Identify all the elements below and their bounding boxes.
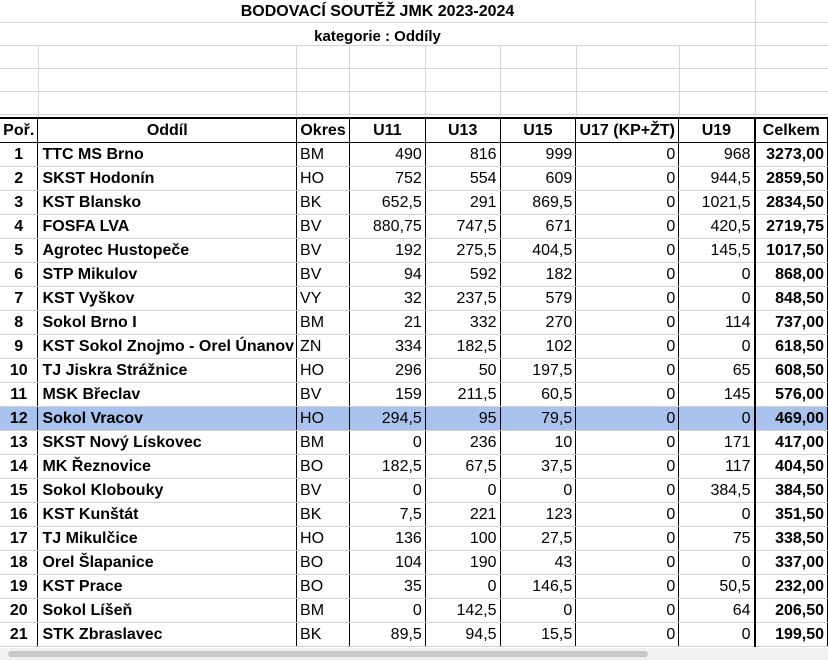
cell-u15[interactable]: 123	[500, 503, 576, 527]
col-header-u11[interactable]: U11	[350, 118, 426, 143]
cell-u13[interactable]: 95	[425, 407, 500, 431]
cell-u11[interactable]: 32	[350, 287, 426, 311]
cell-okres[interactable]: ZN	[297, 335, 350, 359]
cell-rank[interactable]: 18	[0, 551, 38, 575]
cell-u19[interactable]: 0	[679, 551, 755, 575]
cell-u17[interactable]: 0	[576, 263, 679, 287]
cell-u11[interactable]: 0	[350, 599, 426, 623]
sheet-row[interactable]	[0, 69, 828, 92]
cell-u19[interactable]: 0	[679, 287, 755, 311]
cell-okres[interactable]: HO	[297, 167, 350, 191]
cell-u15[interactable]: 869,5	[500, 191, 576, 215]
cell-okres[interactable]: BO	[297, 455, 350, 479]
cell-rank[interactable]: 15	[0, 479, 38, 503]
grid-line	[349, 46, 350, 116]
cell-u15[interactable]: 43	[500, 551, 576, 575]
cell-u15[interactable]: 182	[500, 263, 576, 287]
cell-total[interactable]: 868,00	[755, 263, 828, 287]
cell-u17[interactable]: 0	[576, 287, 679, 311]
cell-u15[interactable]: 579	[500, 287, 576, 311]
grid-line	[576, 46, 577, 116]
cell-club[interactable]: TTC MS Brno	[38, 143, 297, 167]
cell-u19[interactable]: 50,5	[679, 575, 755, 599]
table-row[interactable]	[0, 215, 828, 239]
table-row[interactable]	[0, 239, 828, 263]
cell-okres[interactable]: HO	[297, 527, 350, 551]
cell-u13[interactable]: 236	[425, 431, 500, 455]
sheet-row[interactable]	[0, 92, 828, 115]
cell-club[interactable]: KST Sokol Znojmo - Orel Únanov	[38, 335, 297, 359]
cell-club[interactable]: KST Kunštát	[38, 503, 297, 527]
cell-u17[interactable]: 0	[576, 215, 679, 239]
cell-u17[interactable]: 0	[576, 527, 679, 551]
cell-total[interactable]: 417,00	[755, 431, 828, 455]
header-row	[0, 118, 828, 143]
table-row[interactable]	[0, 575, 828, 599]
cell-u19[interactable]: 0	[679, 623, 755, 647]
cell-u11[interactable]: 296	[350, 359, 426, 383]
cell-total[interactable]: 469,00	[755, 407, 828, 431]
cell-okres[interactable]: HO	[297, 359, 350, 383]
cell-rank[interactable]: 4	[0, 215, 38, 239]
cell-u13[interactable]: 291	[425, 191, 500, 215]
cell-total[interactable]: 206,50	[755, 599, 828, 623]
cell-u17[interactable]: 0	[576, 431, 679, 455]
cell-u13[interactable]: 237,5	[425, 287, 500, 311]
cell-u13[interactable]: 211,5	[425, 383, 500, 407]
cell-u11[interactable]: 294,5	[350, 407, 426, 431]
table-row[interactable]	[0, 263, 828, 287]
cell-okres[interactable]: BO	[297, 551, 350, 575]
grid-line	[679, 46, 680, 116]
cell-u15[interactable]: 102	[500, 335, 576, 359]
cell-rank[interactable]: 16	[0, 503, 38, 527]
table-row[interactable]	[0, 479, 828, 503]
table-row[interactable]	[0, 503, 828, 527]
cell-u11[interactable]: 192	[350, 239, 426, 263]
cell-u15[interactable]: 671	[500, 215, 576, 239]
cell-u19[interactable]: 420,5	[679, 215, 755, 239]
cell-rank[interactable]: 12	[0, 407, 38, 431]
col-header-u13[interactable]: U13	[425, 118, 500, 143]
cell-club[interactable]: SKST Hodonín	[38, 167, 297, 191]
cell-u17[interactable]: 0	[576, 503, 679, 527]
cell-u11[interactable]: 7,5	[350, 503, 426, 527]
col-header-u15[interactable]: U15	[500, 118, 576, 143]
cell-u19[interactable]: 75	[679, 527, 755, 551]
cell-rank[interactable]: 20	[0, 599, 38, 623]
cell-u17[interactable]: 0	[576, 143, 679, 167]
cell-club[interactable]: KST Prace	[38, 575, 297, 599]
cell-club[interactable]: STP Mikulov	[38, 263, 297, 287]
cell-club[interactable]: Orel Šlapanice	[38, 551, 297, 575]
cell-total[interactable]: 3273,00	[755, 143, 828, 167]
col-header-total[interactable]: Celkem	[755, 118, 828, 143]
table-row[interactable]	[0, 191, 828, 215]
cell-total[interactable]: 2859,50	[755, 167, 828, 191]
cell-u11[interactable]: 35	[350, 575, 426, 599]
cell-u17[interactable]: 0	[576, 359, 679, 383]
cell-total[interactable]: 2834,50	[755, 191, 828, 215]
cell-u11[interactable]: 21	[350, 311, 426, 335]
cell-rank[interactable]: 10	[0, 359, 38, 383]
table-row[interactable]	[0, 599, 828, 623]
cell-okres[interactable]: BM	[297, 599, 350, 623]
cell-rank[interactable]: 2	[0, 167, 38, 191]
cell-u19[interactable]: 944,5	[679, 167, 755, 191]
cell-u15[interactable]: 404,5	[500, 239, 576, 263]
cell-club[interactable]: FOSFA LVA	[38, 215, 297, 239]
cell-u19[interactable]: 1021,5	[679, 191, 755, 215]
col-header-rank[interactable]: Poř.	[0, 118, 38, 143]
cell-club[interactable]: SKST Nový Lískovec	[38, 431, 297, 455]
cell-u11[interactable]: 136	[350, 527, 426, 551]
scrollbar-thumb[interactable]	[8, 651, 648, 657]
grid-line	[500, 46, 501, 116]
cell-total[interactable]: 384,50	[755, 479, 828, 503]
cell-club[interactable]: TJ Mikulčice	[38, 527, 297, 551]
table-row[interactable]	[0, 407, 828, 431]
cell-u17[interactable]: 0	[576, 335, 679, 359]
cell-club[interactable]: Sokol Líšeň	[38, 599, 297, 623]
cell-okres[interactable]: BO	[297, 575, 350, 599]
col-header-u17[interactable]: U17 (KP+ŽT)	[576, 118, 679, 143]
cell-rank[interactable]: 11	[0, 383, 38, 407]
cell-u13[interactable]: 190	[425, 551, 500, 575]
table-row[interactable]	[0, 287, 828, 311]
cell-rank[interactable]: 13	[0, 431, 38, 455]
cell-u11[interactable]: 880,75	[350, 215, 426, 239]
cell-okres[interactable]: BM	[297, 311, 350, 335]
sheet-subtitle: kategorie : Oddíly	[314, 28, 441, 45]
cell-u19[interactable]: 0	[679, 335, 755, 359]
cell-club[interactable]: MSK Břeclav	[38, 383, 297, 407]
table-row[interactable]	[0, 623, 828, 647]
cell-u13[interactable]: 592	[425, 263, 500, 287]
cell-u17[interactable]: 0	[576, 599, 679, 623]
cell-total[interactable]: 199,50	[755, 623, 828, 647]
table-row[interactable]	[0, 527, 828, 551]
cell-club[interactable]: Agrotec Hustopeče	[38, 239, 297, 263]
cell-u19[interactable]: 114	[679, 311, 755, 335]
table-row[interactable]	[0, 383, 828, 407]
cell-rank[interactable]: 6	[0, 263, 38, 287]
cell-u19[interactable]: 117	[679, 455, 755, 479]
cell-u11[interactable]: 490	[350, 143, 426, 167]
cell-u13[interactable]: 94,5	[425, 623, 500, 647]
cell-u17[interactable]: 0	[576, 167, 679, 191]
table-row[interactable]	[0, 359, 828, 383]
cell-u11[interactable]: 89,5	[350, 623, 426, 647]
cell-u13[interactable]: 554	[425, 167, 500, 191]
cell-okres[interactable]: BV	[297, 239, 350, 263]
cell-u13[interactable]: 142,5	[425, 599, 500, 623]
cell-okres[interactable]: BK	[297, 623, 350, 647]
cell-u13[interactable]: 100	[425, 527, 500, 551]
cell-okres[interactable]: BV	[297, 215, 350, 239]
cell-u19[interactable]: 0	[679, 407, 755, 431]
cell-u15[interactable]: 270	[500, 311, 576, 335]
cell-u19[interactable]: 171	[679, 431, 755, 455]
cell-total[interactable]: 618,50	[755, 335, 828, 359]
cell-rank[interactable]: 7	[0, 287, 38, 311]
cell-u17[interactable]: 0	[576, 455, 679, 479]
cell-rank[interactable]: 3	[0, 191, 38, 215]
cell-u13[interactable]: 816	[425, 143, 500, 167]
cell-rank[interactable]: 1	[0, 143, 38, 167]
cell-u15[interactable]: 0	[500, 599, 576, 623]
cell-u15[interactable]: 79,5	[500, 407, 576, 431]
cell-u11[interactable]: 652,5	[350, 191, 426, 215]
cell-u13[interactable]: 0	[425, 479, 500, 503]
cell-u17[interactable]: 0	[576, 239, 679, 263]
cell-u15[interactable]: 999	[500, 143, 576, 167]
cell-total[interactable]: 848,50	[755, 287, 828, 311]
table-row[interactable]	[0, 431, 828, 455]
cell-u11[interactable]: 182,5	[350, 455, 426, 479]
cell-u13[interactable]: 221	[425, 503, 500, 527]
cell-total[interactable]: 737,00	[755, 311, 828, 335]
cell-u13[interactable]: 747,5	[425, 215, 500, 239]
cell-u19[interactable]: 145	[679, 383, 755, 407]
cell-okres[interactable]: BK	[297, 191, 350, 215]
cell-u11[interactable]: 0	[350, 431, 426, 455]
horizontal-scrollbar[interactable]	[0, 648, 828, 660]
cell-u15[interactable]: 609	[500, 167, 576, 191]
cell-u19[interactable]: 64	[679, 599, 755, 623]
cell-u19[interactable]: 384,5	[679, 479, 755, 503]
cell-rank[interactable]: 9	[0, 335, 38, 359]
cell-club[interactable]: MK Řeznovice	[38, 455, 297, 479]
cell-okres[interactable]: BM	[297, 143, 350, 167]
cell-u11[interactable]: 752	[350, 167, 426, 191]
cell-u13[interactable]: 182,5	[425, 335, 500, 359]
cell-club[interactable]: Sokol Klobouky	[38, 479, 297, 503]
cell-u13[interactable]: 275,5	[425, 239, 500, 263]
grid-line	[38, 46, 39, 116]
cell-u17[interactable]: 0	[576, 383, 679, 407]
cell-rank[interactable]: 21	[0, 623, 38, 647]
cell-u17[interactable]: 0	[576, 575, 679, 599]
cell-u17[interactable]: 0	[576, 551, 679, 575]
cell-total[interactable]: 232,00	[755, 575, 828, 599]
cell-rank[interactable]: 17	[0, 527, 38, 551]
cell-okres[interactable]: BV	[297, 479, 350, 503]
grid-line	[755, 0, 756, 116]
grid-line	[425, 46, 426, 116]
cell-u19[interactable]: 968	[679, 143, 755, 167]
cell-total[interactable]: 404,50	[755, 455, 828, 479]
table-row[interactable]	[0, 167, 828, 191]
cell-u11[interactable]: 159	[350, 383, 426, 407]
table-row[interactable]	[0, 551, 828, 575]
table-row[interactable]	[0, 143, 828, 167]
cell-club[interactable]: STK Zbraslavec	[38, 623, 297, 647]
col-header-u19[interactable]: U19	[679, 118, 755, 143]
cell-u15[interactable]: 60,5	[500, 383, 576, 407]
cell-okres[interactable]: BM	[297, 431, 350, 455]
cell-rank[interactable]: 14	[0, 455, 38, 479]
cell-u17[interactable]: 0	[576, 311, 679, 335]
cell-u15[interactable]: 197,5	[500, 359, 576, 383]
sheet-title: BODOVACÍ SOUTĚŽ JMK 2023-2024	[240, 3, 515, 20]
cell-u11[interactable]: 104	[350, 551, 426, 575]
cell-rank[interactable]: 19	[0, 575, 38, 599]
cell-u19[interactable]: 145,5	[679, 239, 755, 263]
cell-u13[interactable]: 50	[425, 359, 500, 383]
cell-u19[interactable]: 65	[679, 359, 755, 383]
cell-okres[interactable]: BV	[297, 263, 350, 287]
cell-u13[interactable]: 332	[425, 311, 500, 335]
cell-u15[interactable]: 27,5	[500, 527, 576, 551]
cell-u17[interactable]: 0	[576, 479, 679, 503]
cell-total[interactable]: 338,50	[755, 527, 828, 551]
cell-rank[interactable]: 8	[0, 311, 38, 335]
table-row[interactable]	[0, 335, 828, 359]
cell-u19[interactable]: 0	[679, 263, 755, 287]
cell-club[interactable]: KST Blansko	[38, 191, 297, 215]
cell-u15[interactable]: 37,5	[500, 455, 576, 479]
cell-club[interactable]: TJ Jiskra Strážnice	[38, 359, 297, 383]
cell-u13[interactable]: 67,5	[425, 455, 500, 479]
cell-u17[interactable]: 0	[576, 623, 679, 647]
cell-u15[interactable]: 146,5	[500, 575, 576, 599]
cell-okres[interactable]: BK	[297, 503, 350, 527]
cell-okres[interactable]: HO	[297, 407, 350, 431]
cell-okres[interactable]: BV	[297, 383, 350, 407]
cell-total[interactable]: 576,00	[755, 383, 828, 407]
cell-total[interactable]: 1017,50	[755, 239, 828, 263]
grid-line	[296, 46, 297, 116]
col-header-okres[interactable]: Okres	[297, 118, 350, 143]
cell-okres[interactable]: VY	[297, 287, 350, 311]
cell-u17[interactable]: 0	[576, 191, 679, 215]
cell-total[interactable]: 337,00	[755, 551, 828, 575]
sheet-row[interactable]	[0, 46, 828, 69]
table-row[interactable]	[0, 311, 828, 335]
results-table	[0, 117, 828, 647]
cell-u15[interactable]: 0	[500, 479, 576, 503]
cell-total[interactable]: 2719,75	[755, 215, 828, 239]
cell-u19[interactable]: 0	[679, 503, 755, 527]
cell-u15[interactable]: 15,5	[500, 623, 576, 647]
cell-u11[interactable]: 94	[350, 263, 426, 287]
cell-rank[interactable]: 5	[0, 239, 38, 263]
cell-u17[interactable]: 0	[576, 407, 679, 431]
cell-total[interactable]: 608,50	[755, 359, 828, 383]
cell-club[interactable]: KST Vyškov	[38, 287, 297, 311]
cell-club[interactable]: Sokol Brno I	[38, 311, 297, 335]
cell-u11[interactable]: 0	[350, 479, 426, 503]
cell-u13[interactable]: 0	[425, 575, 500, 599]
cell-club[interactable]: Sokol Vracov	[38, 407, 297, 431]
table-row[interactable]	[0, 455, 828, 479]
col-header-club[interactable]: Oddíl	[38, 118, 297, 143]
cell-u15[interactable]: 10	[500, 431, 576, 455]
cell-total[interactable]: 351,50	[755, 503, 828, 527]
cell-u11[interactable]: 334	[350, 335, 426, 359]
